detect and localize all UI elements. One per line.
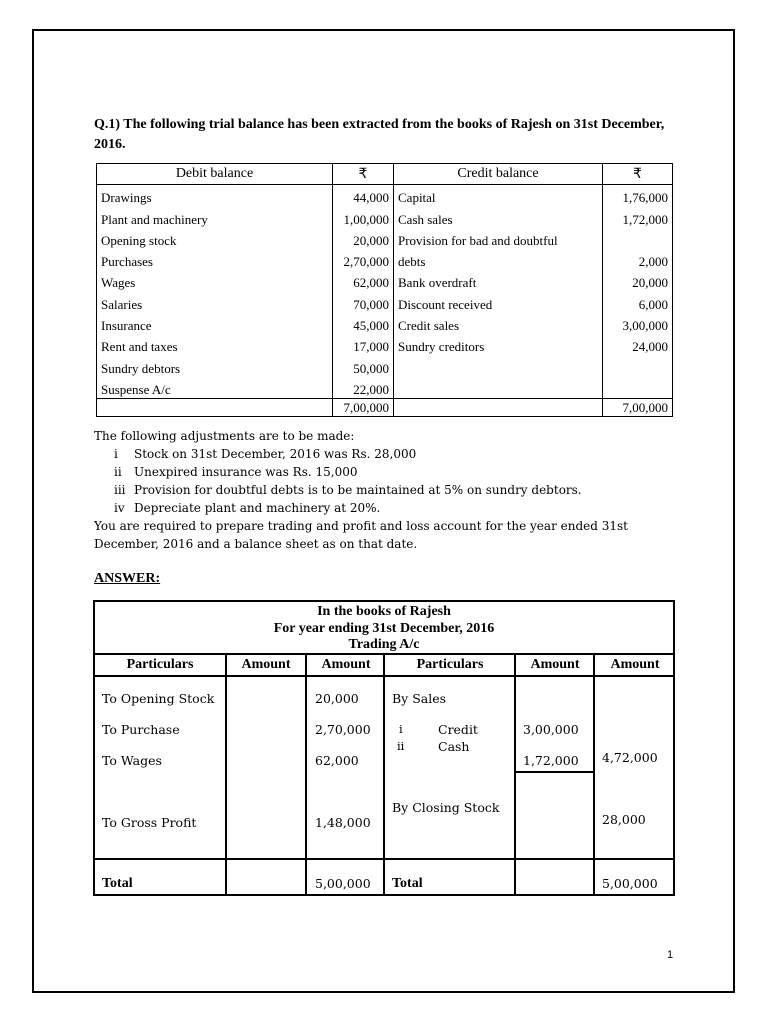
total-blank-left	[97, 398, 333, 416]
credit-amount: 1,72,000	[603, 206, 673, 227]
grid-line	[383, 655, 385, 896]
header-debit-balance: Debit balance	[97, 164, 333, 185]
col-amount-3: Amount	[530, 657, 580, 672]
credit-account: Bank overdraft	[394, 270, 603, 291]
header-credit-balance: Credit balance	[394, 164, 603, 185]
debit-account: Sundry debtors	[97, 355, 333, 376]
credit-label: Credit	[438, 722, 478, 737]
debit-account: Insurance	[97, 313, 333, 334]
credit-account: Provision for bad and doubtful	[394, 228, 603, 249]
adjustment-num: iii	[114, 483, 126, 497]
total-amount-left: 5,00,000	[315, 876, 371, 891]
total-label-left: Total	[102, 876, 133, 891]
adjustment-item	[94, 499, 694, 517]
debit-account: Wages	[97, 270, 333, 291]
credit-account	[394, 377, 603, 399]
trial-balance-row	[97, 249, 673, 270]
debit-account: Drawings	[97, 185, 333, 207]
sales-total-amount: 4,72,000	[602, 750, 658, 765]
col-amount-4: Amount	[610, 657, 660, 672]
trial-balance-table	[96, 163, 673, 417]
debit-account: Rent and taxes	[97, 334, 333, 355]
trading-title-books: In the books of Rajesh	[317, 604, 451, 619]
debit-account: Opening stock	[97, 228, 333, 249]
credit-amount	[603, 228, 673, 249]
closing-stock-amount: 28,000	[602, 812, 646, 827]
debit-amount: 2,70,000	[333, 249, 394, 270]
debit-amount: 17,000	[333, 334, 394, 355]
credit-account	[394, 355, 603, 376]
debit-amount: 1,00,000	[333, 206, 394, 227]
trial-balance-body	[97, 185, 673, 417]
debit-account: Salaries	[97, 291, 333, 312]
credit-amount: 3,00,000	[603, 313, 673, 334]
purchase-label: To Purchase	[102, 722, 180, 737]
grid-line	[514, 655, 516, 896]
gross-profit-amount: 1,48,000	[315, 815, 371, 830]
closing-stock-label: By Closing Stock	[392, 800, 500, 815]
trial-balance-row	[97, 355, 673, 376]
credit-amount: 1,76,000	[603, 185, 673, 207]
debit-amount: 44,000	[333, 185, 394, 207]
adjustment-text: Depreciate plant and machinery at 20%.	[134, 501, 381, 515]
credit-amount: 24,000	[603, 334, 673, 355]
adjustment-text: Unexpired insurance was Rs. 15,000	[134, 465, 358, 479]
credit-amount: 3,00,000	[523, 722, 579, 737]
credit-account: Capital	[394, 185, 603, 207]
credit-amount: 2,000	[603, 249, 673, 270]
adjustment-item	[94, 445, 694, 463]
opening-stock-amount: 20,000	[315, 691, 359, 706]
trial-balance-total-row	[97, 398, 673, 416]
trial-balance-row	[97, 270, 673, 291]
debit-account: Plant and machinery	[97, 206, 333, 227]
trial-balance-row	[97, 334, 673, 355]
gross-profit-label: To Gross Profit	[102, 815, 197, 830]
opening-stock-label: To Opening Stock	[102, 691, 215, 706]
total-blank-right	[394, 398, 603, 416]
total-credit: 7,00,000	[603, 398, 673, 416]
credit-account: Credit sales	[394, 313, 603, 334]
col-amount-2: Amount	[321, 657, 371, 672]
by-sales-label: By Sales	[392, 691, 447, 706]
grid-line	[593, 655, 595, 896]
trading-account-header	[95, 602, 673, 655]
debit-amount: 45,000	[333, 313, 394, 334]
adjustments-closing: You are required to prepare trading and profit and loss account for the year ended 31st December, 2016 and a balance sheet as on that date.	[94, 519, 628, 551]
adjustment-item	[94, 463, 694, 481]
trial-balance-row	[97, 228, 673, 249]
page-number: 1	[667, 949, 674, 961]
total-label-right: Total	[392, 876, 423, 891]
trial-balance-row	[97, 291, 673, 312]
credit-account: Cash sales	[394, 206, 603, 227]
adjustment-text: Stock on 31st December, 2016 was Rs. 28,000	[134, 447, 417, 461]
col-amount-1: Amount	[241, 657, 291, 672]
debit-account: Suspense A/c	[97, 377, 333, 399]
credit-amount: 6,000	[603, 291, 673, 312]
debit-amount: 70,000	[333, 291, 394, 312]
trial-balance-row	[97, 313, 673, 334]
cash-label: Cash	[438, 739, 470, 754]
adjustments-intro: The following adjustments are to be made:	[94, 429, 355, 443]
col-particulars-right: Particulars	[416, 657, 484, 672]
credit-num: i	[399, 722, 403, 736]
adjustment-item	[94, 481, 694, 499]
credit-account: Discount received	[394, 291, 603, 312]
wages-amount: 62,000	[315, 753, 359, 768]
credit-account: debts	[394, 249, 603, 270]
header-rupee-credit: ₹	[603, 164, 673, 185]
cash-num: ii	[397, 739, 405, 753]
trading-account	[93, 600, 675, 896]
question-text: Q.1) The following trial balance has been extracted from the books of Rajesh on 31st December, 2016.	[94, 117, 665, 152]
debit-amount: 22,000	[333, 377, 394, 399]
debit-amount: 62,000	[333, 270, 394, 291]
adjustment-text: Provision for doubtful debts is to be maintained at 5% on sundry debtors.	[134, 483, 582, 497]
credit-amount: 20,000	[603, 270, 673, 291]
credit-amount	[603, 355, 673, 376]
total-debit: 7,00,000	[333, 398, 394, 416]
credit-amount	[603, 377, 673, 399]
adjustment-num: i	[114, 447, 118, 461]
credit-account: Sundry creditors	[394, 334, 603, 355]
adjustment-num: iv	[114, 501, 125, 515]
header-rupee-debit: ₹	[333, 164, 394, 185]
trading-title-account: Trading A/c	[348, 637, 420, 652]
debit-account: Purchases	[97, 249, 333, 270]
trial-balance-row	[97, 206, 673, 227]
adjustment-num: ii	[114, 465, 122, 479]
trial-balance-header	[97, 164, 673, 185]
grid-line	[225, 655, 227, 896]
col-particulars-left: Particulars	[126, 657, 194, 672]
answer-label: ANSWER:	[94, 571, 161, 586]
purchase-amount: 2,70,000	[315, 722, 371, 737]
cash-amount: 1,72,000	[523, 753, 579, 768]
wages-label: To Wages	[102, 753, 162, 768]
trading-title-year: For year ending 31st December, 2016	[273, 620, 495, 636]
debit-amount: 50,000	[333, 355, 394, 376]
trial-balance-row	[97, 185, 673, 207]
trial-balance-row	[97, 377, 673, 399]
debit-amount: 20,000	[333, 228, 394, 249]
total-amount-right: 5,00,000	[602, 876, 658, 891]
grid-line	[305, 655, 307, 896]
adjustments	[94, 427, 694, 553]
sales-subtotal-line	[514, 771, 595, 773]
